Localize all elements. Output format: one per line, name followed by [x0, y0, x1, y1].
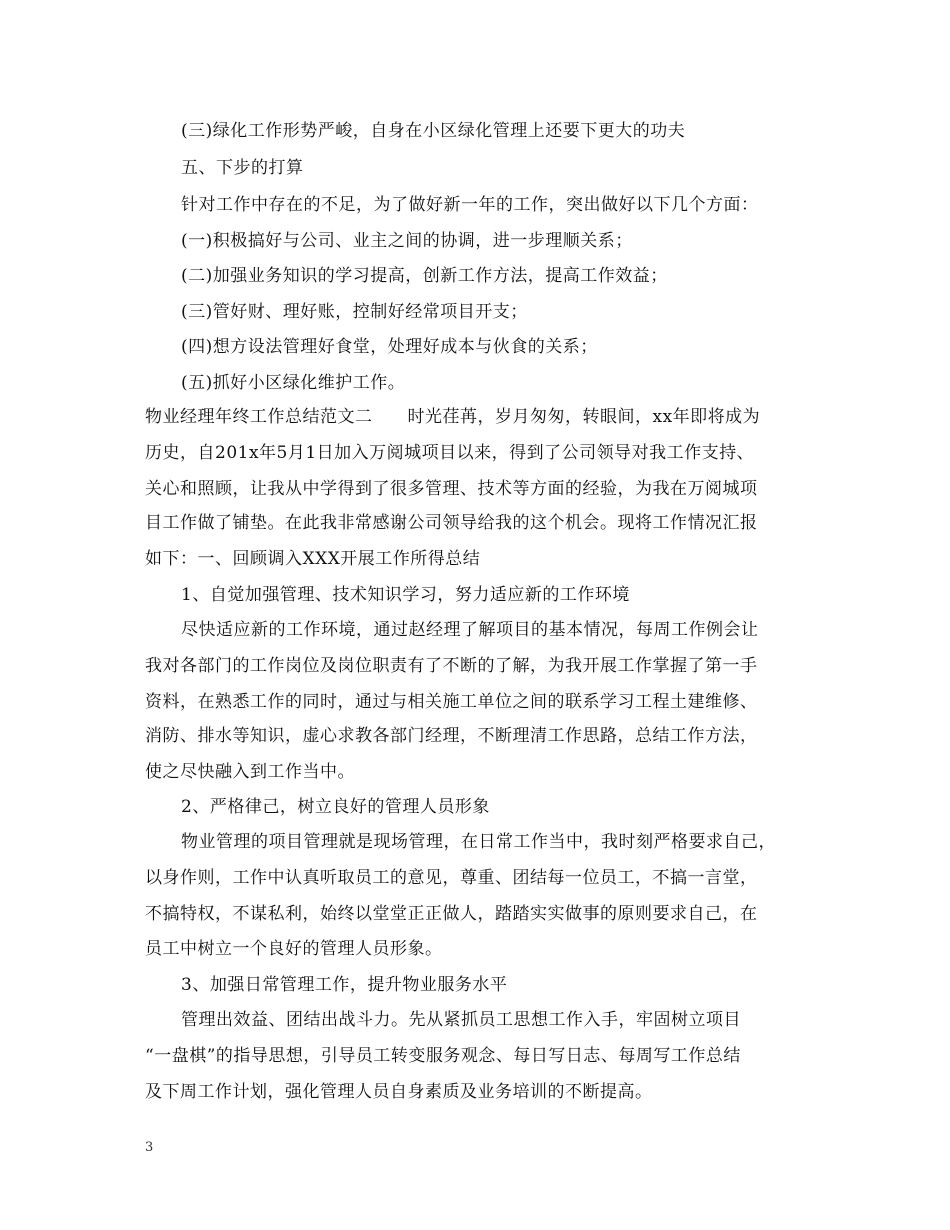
text-line: “一盘棋”的指导思想，引导员工转变服务观念、每日写日志、每周写工作总结 [145, 1046, 741, 1066]
text-line: 使之尽快融入到工作当中。 [145, 762, 355, 782]
text-line: 我对各部门的工作岗位及岗位职责有了不断的了解，为我开展工作掌握了第一手 [145, 656, 758, 676]
text-line: 目工作做了铺垫。在此我非常感谢公司领导给我的这个机会。现将工作情况汇报 [145, 513, 758, 533]
text-line: 物业管理的项目管理就是现场管理，在日常工作当中，我时刻严格要求自己， [181, 832, 776, 852]
list-item: (二)加强业务知识的学习提高，创新工作方法，提高工作效益； [181, 266, 668, 286]
page-number: 3 [145, 1140, 154, 1155]
text-line: 不搞特权，不谋私利，始终以堂堂正正做人，踏踏实实做事的原则要求自己，在 [145, 904, 758, 924]
text-line: 资料，在熟悉工作的同时，通过与相关施工单位之间的联系学习工程土建维修、 [145, 692, 758, 712]
text-line: 针对工作中存在的不足，为了做好新一年的工作，突出做好以下几个方面： [181, 195, 759, 215]
text-line: 关心和照顾，让我从中学得到了很多管理、技术等方面的经验，为我在万阅城项 [145, 479, 758, 499]
text-line: 员工中树立一个良好的管理人员形象。 [145, 939, 443, 959]
text-line: (三)绿化工作形势严峻，自身在小区绿化管理上还要下更大的功夫 [181, 121, 686, 141]
text-line: 及下周工作计划，强化管理人员自身素质及业务培训的不断提高。 [145, 1082, 653, 1102]
text-line: 尽快适应新的工作环境，通过赵经理了解项目的基本情况，每周工作例会让 [181, 620, 759, 640]
subheading: 3、加强日常管理工作，提升物业服务水平 [181, 975, 508, 995]
text-line: 以身作则，工作中认真听取员工的意见，尊重、团结每一位员工，不搞一言堂， [145, 868, 758, 888]
list-item: (三)管好财、理好账，控制好经常项目开支； [181, 302, 528, 322]
text-line: 消防、排水等知识，虚心求教各部门经理，不断理清工作思路，总结工作方法， [145, 726, 758, 746]
list-item: (四)想方设法管理好食堂，处理好成本与伙食的关系； [181, 337, 598, 357]
text-line: 如下：一、回顾调入XXX开展工作所得总结 [145, 549, 481, 569]
list-item: (五)抓好小区绿化维护工作。 [181, 373, 406, 393]
list-item: (一)积极搞好与公司、业主之间的协调，进一步理顺关系； [181, 231, 633, 251]
section-heading: 五、下步的打算 [181, 158, 304, 178]
subheading: 2、严格律己，树立良好的管理人员形象 [181, 797, 490, 817]
subheading: 1、自觉加强管理、技术知识学习，努力适应新的工作环境 [181, 585, 630, 605]
text-line: 物业经理年终工作总结范文二 时光荏苒，岁月匆匆，转眼间，xx年即将成为 [145, 407, 761, 427]
text-line: 管理出效益、团结出战斗力。先从紧抓员工思想工作入手，牢固树立项目 [181, 1010, 741, 1030]
text-line: 历史，自201x年5月1日加入万阅城项目以来，得到了公司领导对我工作支持、 [145, 443, 755, 463]
